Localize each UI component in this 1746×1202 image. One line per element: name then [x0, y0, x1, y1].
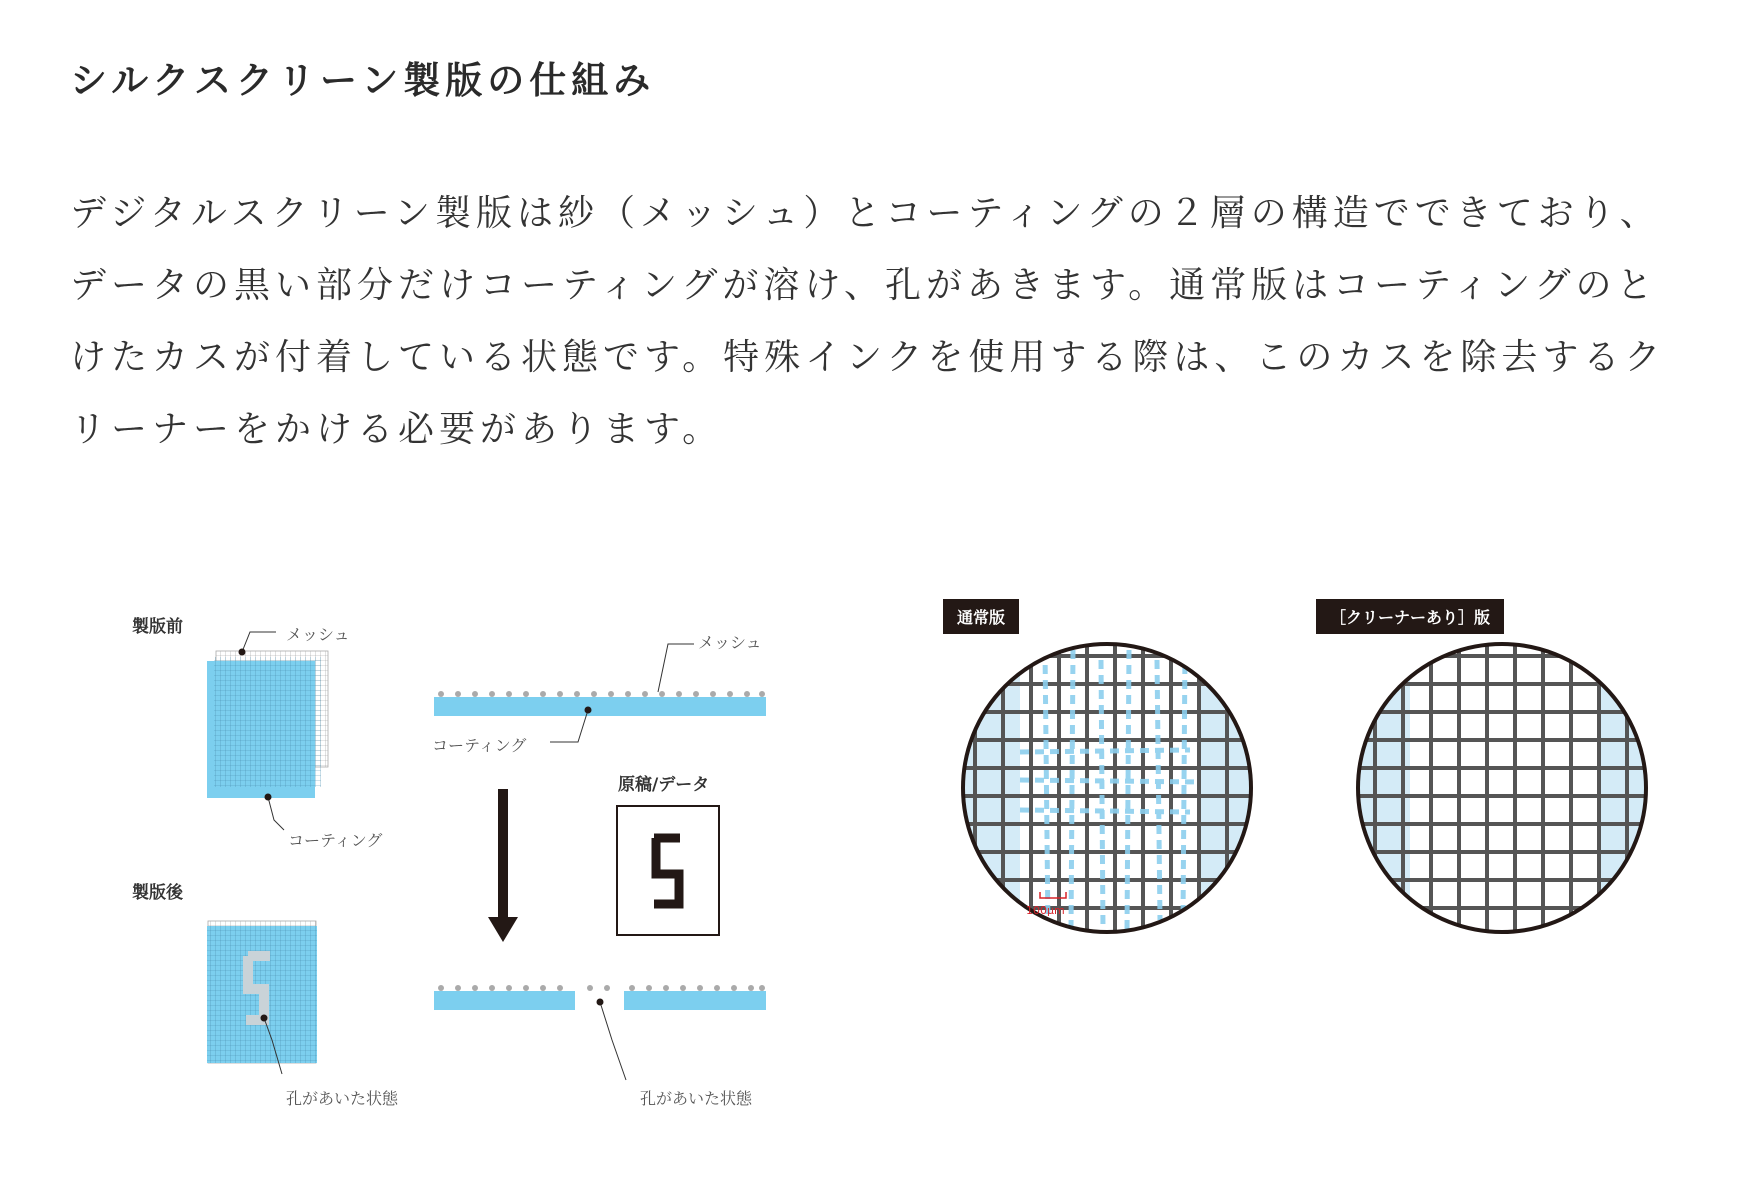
description-paragraph: デジタルスクリーン製版は紗（メッシュ）とコーティングの２層の構造でできており、データの黒い部分だけコーティングが溶け、孔があきます。通常版はコーティングのとけたカスが付着している状態です。特殊インクを使用する際は、このカスを除去するクリーナーをかける必要があります。 — [70, 193, 1666, 450]
before-label: 製版前 — [132, 617, 183, 637]
hole-leader-line-right — [600, 1002, 626, 1080]
before-sheet — [207, 651, 328, 798]
page-title: シルクスクリーン製版の仕組み — [70, 59, 656, 102]
normal-plate-tag: 通常版 — [943, 599, 1019, 634]
data-label: 原稿/データ — [618, 775, 710, 795]
cross-section-before — [434, 691, 766, 716]
cleaner-plate-tag: ［クリーナーあり］版 — [1316, 599, 1504, 634]
cleaned-plate-micrograph — [1355, 640, 1660, 940]
mesh-leader-line-right — [658, 644, 694, 692]
scale-label: 100μm — [1026, 904, 1065, 917]
mesh-leader-line — [242, 632, 276, 652]
mesh-label-left: メッシュ — [286, 625, 350, 644]
coating-label-right: コーティング — [432, 736, 527, 755]
hole-label-left: 孔があいた状態 — [286, 1089, 399, 1108]
down-arrow-icon — [488, 789, 518, 942]
cross-section-after — [434, 985, 766, 1010]
hole-label-right: 孔があいた状態 — [640, 1089, 753, 1108]
source-data-box — [617, 806, 719, 935]
normal-plate-micrograph — [960, 640, 1260, 940]
mesh-label-right: メッシュ — [698, 633, 762, 652]
coating-leader-line — [268, 797, 284, 830]
coating-label-left: コーティング — [288, 831, 383, 850]
after-sheet — [207, 921, 317, 1063]
after-label: 製版後 — [132, 883, 183, 903]
